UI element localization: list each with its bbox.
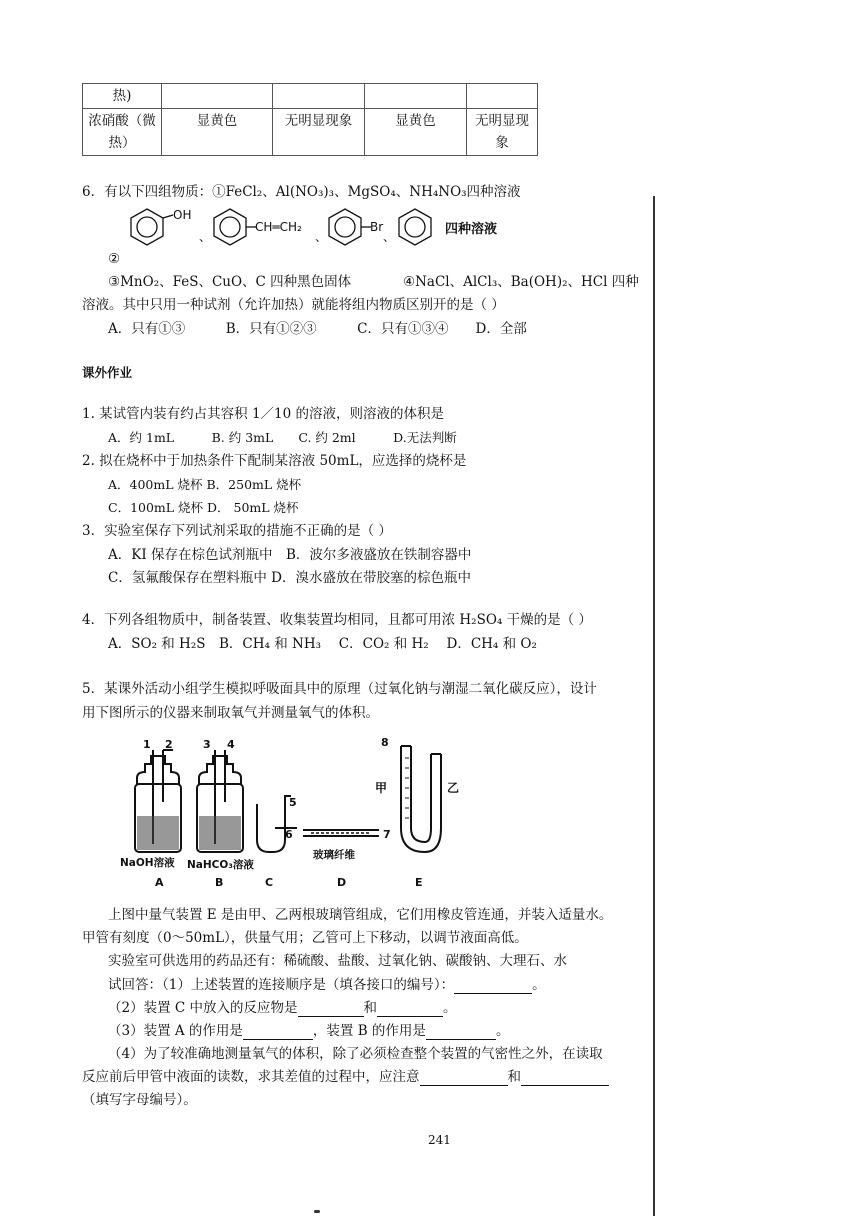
hw-q4-options: A．SO₂ 和 H₂S B．CH₄ 和 NH₃ C．CO₂ 和 H₂ D．CH₄ 和 O₂ — [108, 636, 537, 652]
sub-question-4-end: （填写字母编号）。 — [82, 1092, 197, 1108]
hw-q2-options-b: C．100mL 烧杯 D． 50mL 烧杯 — [108, 500, 299, 515]
port-number: 4 — [227, 738, 235, 751]
sub-question-1 — [108, 976, 546, 994]
device-letter: E — [415, 876, 423, 889]
bromobenzene-structure — [329, 209, 371, 245]
q6-group3: ③MnO₂、FeS、CuO、C 四种黑色固体 — [108, 274, 352, 290]
port-number: 3 — [203, 738, 211, 751]
four-solutions-label: 四种溶液 — [445, 222, 498, 237]
sub-question-text: （3）装置 A 的作用是 — [108, 1023, 243, 1039]
port-number: 6 — [285, 828, 293, 841]
answer-blank[interactable] — [243, 1025, 313, 1040]
benzene-structure — [399, 209, 431, 245]
tube-yi-label: 乙 — [447, 781, 460, 795]
vinyl-label: CH═CH₂ — [255, 220, 302, 234]
q6-group4: ④NaCl、AlCl₃、Ba(OH)₂、HCl 四种 — [403, 274, 639, 290]
cell-text: 象 — [495, 135, 509, 151]
hw-q4: 4．下列各组物质中，制备装置、收集装置均相同，且都可用浓 H₂SO₄ 干燥的是（ ） — [82, 612, 592, 628]
table-cell: 无明显现象 — [273, 109, 365, 156]
hw-q2: 2. 拟在烧杯中于加热条件下配制某溶液 50mL，应选择的烧杯是 — [82, 453, 467, 469]
aromatic-structures — [125, 203, 525, 251]
reagents-available: 实验室可供选用的药品还有：稀硫酸、盐酸、过氧化钠、碳酸钠、大理石、水 — [108, 953, 567, 969]
table-cell — [467, 84, 538, 109]
bottle-b-neck — [199, 756, 241, 784]
device-letter: D — [337, 876, 347, 889]
table-cell — [83, 109, 162, 156]
answer-blank[interactable] — [298, 1002, 364, 1017]
answer-blank[interactable] — [521, 1071, 609, 1086]
table-cell: 显黄色 — [162, 109, 273, 156]
measuring-tube-e — [401, 746, 441, 852]
cell-text: 浓硝酸（微 — [88, 113, 156, 129]
punct: 。 — [495, 1023, 510, 1039]
sub-question-text: （2）装置 C 中放入的反应物是 — [108, 1000, 298, 1016]
table-cell — [273, 84, 365, 109]
separator: 、 — [315, 230, 328, 244]
q6-options: A．只有①③ B．只有①②③ C．只有①③④ D．全部 — [108, 321, 527, 337]
hw-q5-line1: 5．某课外活动小组学生模拟呼吸面具中的原理（过氧化钠与潮湿二氧化碳反应），设计 — [82, 681, 597, 697]
answer-blank[interactable] — [420, 1071, 508, 1086]
sub-question-4: （4）为了较准确地测量氧气的体积，除了必须检查整个装置的气密性之外，在读取 — [108, 1046, 603, 1062]
port-number: 7 — [383, 828, 391, 841]
apparatus-diagram — [115, 732, 460, 892]
hw-q3-options-b: C．氢氟酸保存在塑料瓶中 D．溴水盛放在带胶塞的棕色瓶中 — [108, 570, 471, 586]
punct: 。 — [443, 1000, 457, 1016]
label-naoh: NaOH溶液 — [120, 857, 175, 869]
hw-q5-line2: 用下图所示的仪器来制取氧气并测量氧气的体积。 — [82, 705, 379, 721]
phenol-structure — [131, 209, 173, 245]
answer-blank[interactable] — [454, 979, 532, 994]
separator: 、 — [199, 230, 212, 244]
liquid-a — [137, 816, 179, 850]
scan-mark — [314, 1210, 320, 1213]
hw-q1: 1. 某试管内装有约占其容积 1／10 的溶液，则溶液的体积是 — [82, 406, 445, 422]
sub-question-text: 反应前后甲管中液面的读数，求其差值的过程中，应注意 — [82, 1069, 420, 1085]
table-cell — [365, 84, 467, 109]
answer-blank[interactable] — [426, 1025, 496, 1040]
table-cell — [467, 109, 538, 156]
sub-question-4-cont — [82, 1068, 609, 1086]
cell-text: 热） — [108, 135, 136, 151]
port-number: 5 — [289, 796, 297, 809]
separator: 、 — [383, 230, 396, 244]
hw-q3: 3．实验室保存下列试剂采取的措施不正确的是（ ） — [82, 523, 392, 539]
sub-question-3 — [108, 1022, 509, 1040]
label-nahco3: NaHCO₃溶液 — [187, 859, 254, 871]
tube-jia-label: 甲 — [375, 781, 388, 795]
oh-label: OH — [173, 208, 192, 222]
hw-q1-options: A．约 1mL B. 约 3mL C. 约 2ml D.无法判断 — [108, 430, 457, 445]
hw-q3-options-a: A．KI 保存在棕色试剂瓶中 B．波尔多液盛放在铁制容器中 — [108, 547, 472, 563]
bottle-a-neck — [137, 756, 179, 784]
reagent-table — [82, 83, 538, 156]
label-glass-fiber: 玻璃纤维 — [313, 849, 355, 861]
margin-rule — [653, 196, 655, 1216]
port-number: 1 — [143, 738, 151, 751]
port-number: 8 — [381, 736, 389, 749]
q6-stem: 6．有以下四组物质：①FeCl₂、Al(NO₃)₃、MgSO₄、NH₄NO₃四种溶液 — [82, 184, 521, 200]
sub-question-text: 和 — [507, 1069, 521, 1085]
table-cell: 显黄色 — [365, 109, 467, 156]
sub-question-text: ，装置 B 的作用是 — [312, 1023, 426, 1039]
table-cell — [162, 84, 273, 109]
device-letter: B — [215, 876, 224, 889]
port-number: 2 — [165, 738, 173, 751]
paragraph-e-desc-2: 甲管有刻度（0～50mL），供量气用；乙管可上下移动，以调节液面高低。 — [82, 930, 528, 946]
device-letter: A — [155, 876, 164, 889]
table-cell: 热) — [83, 84, 162, 109]
group-2-marker: ② — [108, 251, 121, 267]
br-label: Br — [370, 220, 384, 234]
answer-blank[interactable] — [377, 1002, 443, 1017]
styrene-structure — [214, 209, 256, 245]
sub-question-text: 试回答：（1）上述装置的连接顺序是（填各接口的编号）： — [108, 977, 455, 993]
page-number: 241 — [428, 1133, 451, 1147]
hw-q2-options-a: A．400mL 烧杯 B．250mL 烧杯 — [108, 477, 302, 492]
table-row — [83, 109, 538, 156]
sub-question-2 — [108, 999, 457, 1017]
device-letter: C — [265, 876, 274, 889]
q6-stem-end: 溶液。其中只用一种试剂（允许加热）就能将组内物质区别开的是（ ） — [82, 297, 505, 313]
cell-text: 无明显现 — [475, 113, 529, 129]
paragraph-e-desc-1: 上图中量气装置 E 是由甲、乙两根玻璃管组成，它们用橡皮管连通，并装入适量水。 — [108, 907, 613, 923]
homework-heading: 课外作业 — [82, 365, 133, 380]
table-row — [83, 84, 538, 109]
sub-question-text: 和 — [363, 1000, 378, 1016]
punct: 。 — [532, 977, 546, 993]
liquid-b — [199, 816, 241, 850]
